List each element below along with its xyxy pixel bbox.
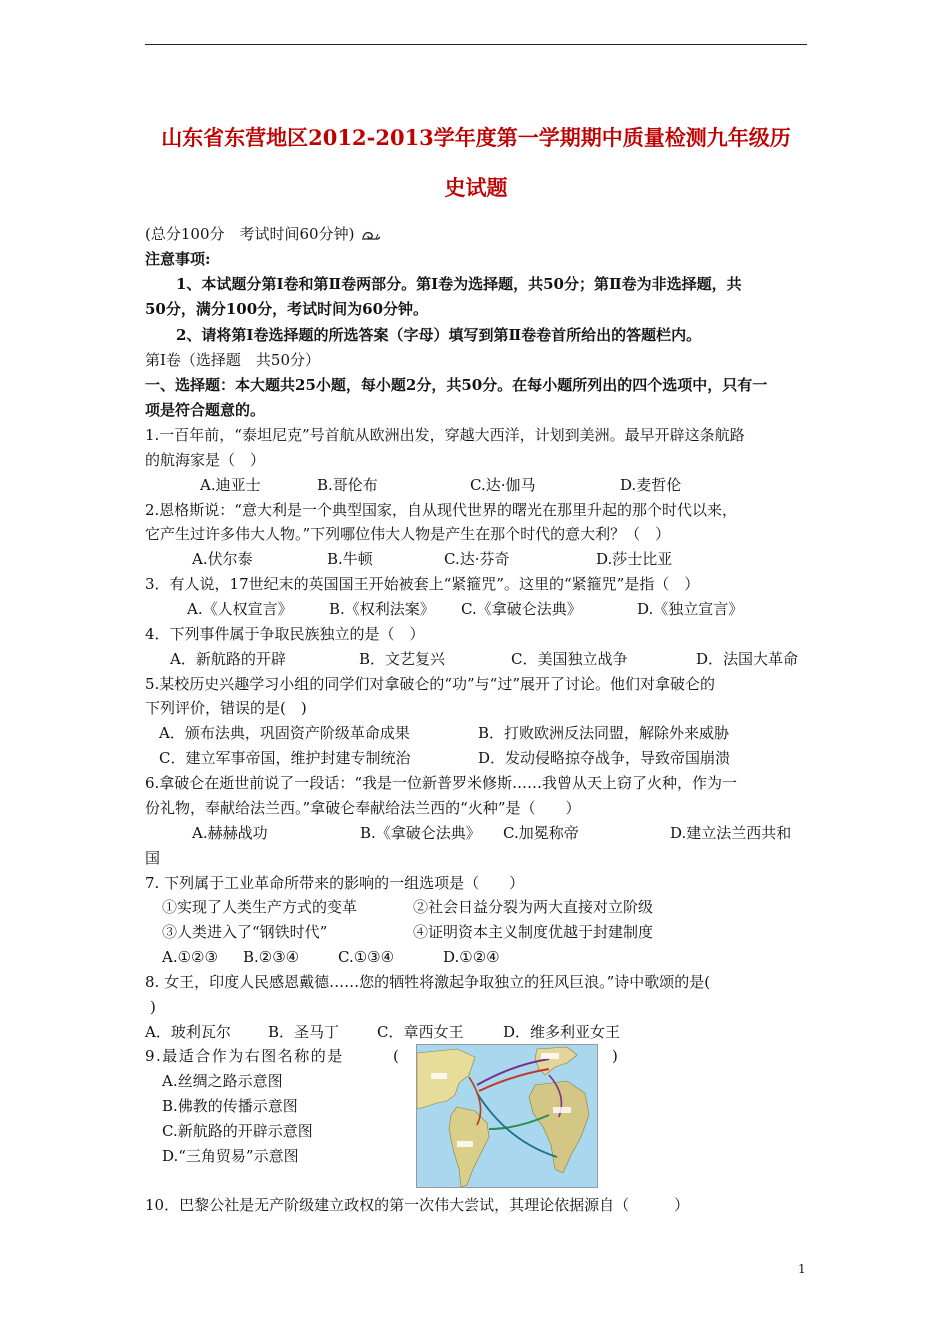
- q2-option-a: A.伏尔泰: [192, 550, 253, 568]
- q7-option-a: A.①②③: [162, 948, 218, 966]
- q2-option-c: C.达·芬奇: [444, 550, 510, 568]
- q1-option-a: A.迪亚士: [200, 476, 261, 494]
- q5-option-b: B．打败欧洲反法同盟，解除外来威胁: [478, 724, 730, 742]
- q6-option-a: A.赫赫战功: [192, 824, 268, 842]
- q8-option-b: B．圣马丁: [268, 1023, 340, 1041]
- notice-item-2: 2、请将第Ⅰ卷选择题的所选答案（字母）填写到第Ⅱ卷卷首所给出的答题栏内。: [176, 326, 702, 344]
- q5-stem-b: 下列评价，错误的是( ): [145, 699, 307, 717]
- exam-info-text: (总分100分 考试时间60分钟): [145, 225, 355, 243]
- q9-option-a: A.丝绸之路示意图: [162, 1072, 283, 1090]
- q7-stem: 7. 下列属于工业革命所带来的影响的一组选项是（ ）: [145, 874, 525, 892]
- q7-option-b: B.②③④: [243, 948, 300, 966]
- q3-option-c: C.《拿破仑法典》: [461, 600, 582, 618]
- q1-option-b: B.哥伦布: [317, 476, 378, 494]
- q9-paren-left: (: [393, 1047, 399, 1065]
- q7-item-4: ④证明资本主义制度优越于封建制度: [413, 923, 654, 941]
- q9-paren-right: ): [612, 1047, 618, 1065]
- q8-option-d: D．维多利亚女王: [503, 1023, 621, 1041]
- q2-stem-b: 它产生过许多伟大人物。”下列哪位伟大人物是产生在那个时代的意大利？（ ）: [145, 525, 671, 543]
- section1-instruction-a: 一、选择题：本大题共25小题，每小题2分，共50分。在每小题所列出的四个选项中，只有一: [145, 376, 768, 394]
- q7-option-c: C.①③④: [338, 948, 395, 966]
- q6-option-c: C.加冕称帝: [503, 824, 579, 842]
- q9-stem: 9.最适合作为右图名称的是: [145, 1047, 344, 1065]
- exam-title-line1: 山东省东营地区2012-2013学年度第一学期期中质量检测九年级历: [161, 125, 791, 150]
- q4-option-c: C．美国独立战争: [511, 650, 628, 668]
- exam-title-line2: 史试题: [444, 175, 508, 200]
- q9-option-d: D.“三角贸易”示意图: [162, 1147, 299, 1165]
- q4-option-a: A．新航路的开辟: [170, 650, 286, 668]
- q7-item-1: ①实现了人类生产方式的变革: [162, 898, 358, 916]
- triangular-trade-map: [416, 1044, 598, 1188]
- q7-option-d: D.①②④: [443, 948, 500, 966]
- q4-option-b: B．文艺复兴: [359, 650, 446, 668]
- q9-option-c: C.新航路的开辟示意图: [162, 1122, 313, 1140]
- q3-option-b: B.《权利法案》: [329, 600, 435, 618]
- q5-stem-a: 5.某校历史兴趣学习小组的同学们对拿破仑的“功”与“过”展开了讨论。他们对拿破仑的: [145, 675, 715, 693]
- q6-stem-b: 份礼物，奉献给法兰西。”拿破仑奉献给法兰西的“火种”是（ ）: [145, 799, 581, 817]
- q6-stem-a: 6.拿破仑在逝世前说了一段话：“我是一位新普罗米修斯……我曾从天上窃了火种，作为一: [145, 774, 737, 792]
- q8-option-a: A．玻利瓦尔: [145, 1023, 231, 1041]
- q2-stem-a: 2.恩格斯说：“意大利是一个典型国家，自从现代世界的曙光在那里升起的那个时代以来，: [145, 501, 737, 519]
- q4-stem: 4．下列事件属于争取民族独立的是（ ）: [145, 625, 425, 643]
- q3-option-d: D.《独立宣言》: [637, 600, 744, 618]
- snail-icon: [361, 229, 381, 241]
- section1-instruction-b: 项是符合题意的。: [145, 401, 266, 419]
- q10-stem: 10．巴黎公社是无产阶级建立政权的第一次伟大尝试，其理论依据源自（ ）: [145, 1196, 690, 1214]
- q5-option-c: C．建立军事帝国，维护封建专制统治: [159, 749, 411, 767]
- notice-heading: 注意事项:: [145, 250, 211, 268]
- q1-stem-b: 的航海家是（ ）: [145, 451, 266, 469]
- q5-option-d: D．发动侵略掠夺战争，导致帝国崩溃: [478, 749, 731, 767]
- q2-option-b: B.牛顿: [327, 550, 373, 568]
- q7-item-2: ②社会日益分裂为两大直接对立阶级: [413, 898, 654, 916]
- q1-stem-a: 1.一百年前，“泰坦尼克”号首航从欧洲出发，穿越大西洋，计划到美洲。最早开辟这条航路: [145, 426, 745, 444]
- q1-option-c: C.达·伽马: [470, 476, 536, 494]
- q8-option-c: C．章西女王: [377, 1023, 464, 1041]
- q9-option-b: B.佛教的传播示意图: [162, 1097, 298, 1115]
- notice-item-1a: 1、本试题分第Ⅰ卷和第Ⅱ卷两部分。第Ⅰ卷为选择题，共50分；第Ⅱ卷为非选择题，共: [176, 275, 742, 293]
- q7-item-3: ③人类进入了“钢铁时代”: [162, 923, 328, 941]
- q4-option-d: D．法国大革命: [696, 650, 799, 668]
- q3-stem: 3．有人说，17世纪末的英国国王开始被套上“紧箍咒”。这里的“紧箍咒”是指（ ）: [145, 575, 700, 593]
- q8-stem-a: 8. 女王，印度人民感恩戴德……您的牺牲将激起争取独立的狂风巨浪。”诗中歌颂的是(: [145, 973, 711, 991]
- q3-option-a: A.《人权宣言》: [187, 600, 293, 618]
- map-illustration: [417, 1045, 597, 1187]
- q6-option-d: D.建立法兰西共和: [670, 824, 792, 842]
- q1-option-d: D.麦哲伦: [620, 476, 682, 494]
- header-rule: [145, 44, 807, 45]
- exam-info: [145, 224, 381, 244]
- q5-option-a: A．颁布法典，巩固资产阶级革命成果: [159, 724, 410, 742]
- q6-option-d-tail: 国: [145, 849, 161, 867]
- notice-item-1b: 50分，满分100分，考试时间为60分钟。: [145, 300, 429, 318]
- page-number: 1: [798, 1262, 806, 1276]
- q8-stem-b: ): [150, 998, 156, 1016]
- q6-option-b: B.《拿破仑法典》: [360, 824, 481, 842]
- q2-option-d: D.莎士比亚: [596, 550, 673, 568]
- section1-label: 第Ⅰ卷（选择题 共50分）: [145, 351, 321, 369]
